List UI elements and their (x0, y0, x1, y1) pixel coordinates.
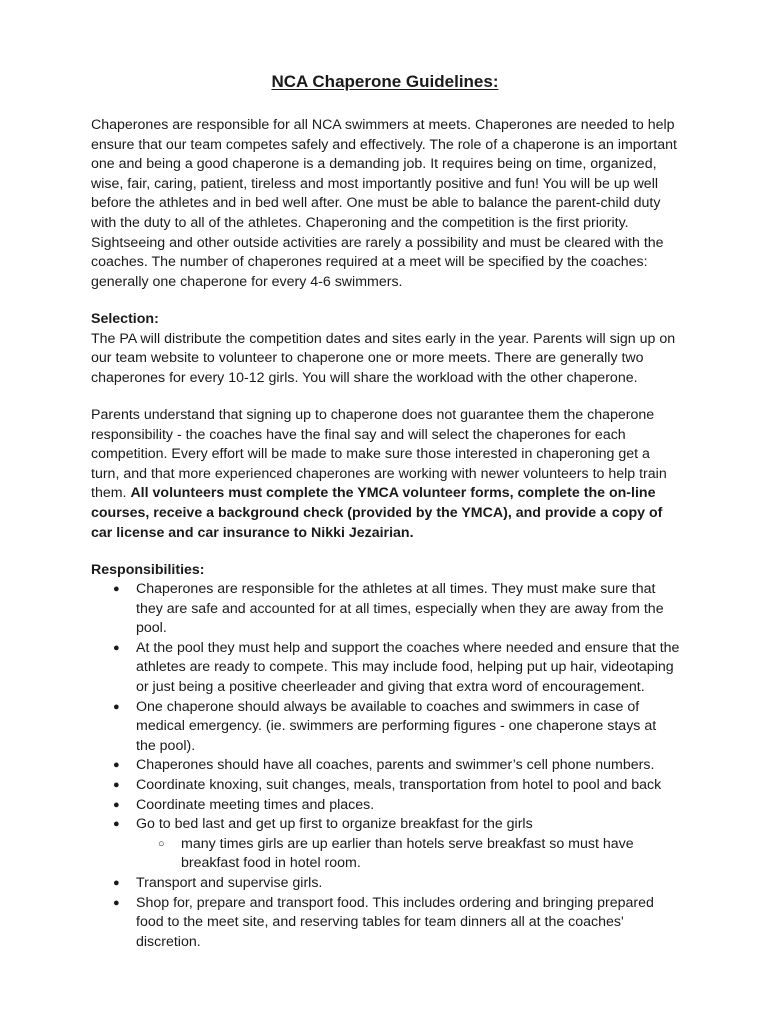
text-line: One chaperone should always be available to coaches and swimmers in case of (136, 698, 640, 715)
intro-paragraph (91, 116, 691, 292)
text-line: or just being a positive cheerleader and giving that extra word of encouragement. (136, 678, 645, 695)
text-line: pool. (136, 620, 167, 637)
text-line: many times girls are up earlier than hotels serve breakfast so must have (181, 835, 634, 852)
text-line: the pool). (136, 737, 196, 754)
bullet-icon: ● (113, 759, 120, 772)
bullet-icon: ● (113, 818, 120, 831)
sub-list-item (136, 835, 691, 874)
text-line: At the pool they must help and support the coaches where needed and ensure that the (136, 639, 680, 656)
selection-paragraph-2 (91, 406, 691, 543)
text-line: Go to bed last and get up first to organize breakfast for the girls (136, 816, 533, 833)
list-item (91, 756, 691, 776)
hollow-bullet-icon: ○ (158, 837, 165, 850)
bullet-icon: ● (113, 896, 120, 909)
text-line: Parents understand that signing up to chaperone does not guarantee them the chaperone (91, 407, 655, 423)
text-line: Chaperones are responsible for all NCA swimmers at meets. Chaperones are needed to help (91, 117, 675, 133)
text-line: Chaperones should have all coaches, parents and swimmer’s cell phone numbers. (136, 757, 655, 774)
bold-requirement-text: car license and car insurance to Nikki Jezairian. (91, 524, 414, 541)
text-line: ensure that our team competes safely and effectively. The role of a chaperone is an important (91, 136, 677, 153)
text-line: Coordinate knoxing, suit changes, meals, transportation from hotel to pool and back (136, 776, 662, 793)
text-line: our team website to volunteer to chaperone one or more meets. There are generally two (91, 350, 644, 367)
responsibilities-heading: Responsibilities: (91, 562, 205, 578)
list-item (91, 776, 691, 796)
text-line: with the duty to all of the athletes. Chaperoning and the competition is the first priority. (91, 214, 629, 231)
list-item (91, 639, 691, 698)
bold-requirement-text: courses, receive a background check (provided by the YMCA), and provide a copy of (91, 504, 663, 521)
text-line: medical emergency. (ie. swimmers are performing figures - one chaperone stays at (136, 718, 657, 735)
text-line: one and being a good chaperone is a demanding job. It requires being on time, organized, (91, 156, 657, 173)
list-item (91, 894, 691, 953)
bullet-icon: ● (113, 700, 120, 713)
selection-heading: Selection: (91, 311, 159, 327)
text-line: Transport and supervise girls. (136, 874, 323, 891)
sub-list (136, 835, 691, 874)
bullet-icon: ● (113, 876, 120, 889)
list-item (91, 815, 691, 874)
text-line: Sightseeing and other outside activities are rarely a possibility and must be cleared with the (91, 234, 664, 251)
list-item (91, 698, 691, 757)
bullet-icon: ● (113, 778, 120, 791)
responsibilities-section (91, 561, 691, 581)
list-item (91, 796, 691, 816)
text-line: food to the meet site, and reserving tables for team dinners all at the coaches' (136, 914, 624, 931)
text-line: discretion. (136, 933, 201, 950)
text-line: Shop for, prepare and transport food. This includes ordering and bringing prepared (136, 894, 654, 911)
bullet-icon: ● (113, 641, 120, 654)
text-run: them. (91, 485, 131, 502)
page-title: NCA Chaperone Guidelines: (271, 72, 499, 91)
text-line: chaperones for every 10-12 girls. You will share the workload with the other chaperone. (91, 369, 638, 386)
text-line: coaches. The number of chaperones required at a meet will be specified by the coaches: (91, 254, 648, 271)
text-line: generally one chaperone for every 4-6 swimmers. (91, 273, 403, 290)
list-item (91, 580, 691, 639)
text-line: wise, fair, caring, patient, tireless and most importantly positive and fun! You will be up well (91, 175, 659, 192)
text-line: Coordinate meeting times and places. (136, 796, 375, 813)
text-line: turn, and that more experienced chaperones are working with newer volunteers to help train (91, 465, 667, 482)
bold-requirement-text: All volunteers must complete the YMCA volunteer forms, complete the on-line (130, 485, 656, 502)
text-line: they are safe and accounted for at all times, especially when they are away from the (136, 600, 664, 617)
bullet-icon: ● (113, 798, 120, 811)
text-line: before the athletes and in bed well after. One must be able to balance the parent-child duty (91, 195, 661, 212)
text-line: breakfast food in hotel room. (181, 855, 361, 872)
responsibilities-list (91, 580, 691, 952)
list-item (91, 874, 691, 894)
bullet-icon: ● (113, 583, 120, 595)
text-line-mixed (91, 484, 691, 504)
text-line: athletes are ready to compete. This may include food, helping put up hair, videotaping (136, 659, 674, 676)
text-line: Chaperones are responsible for the athletes at all times. They must make sure that (136, 581, 656, 597)
text-line: responsibility - the coaches have the final say and will select the chaperones for each (91, 426, 626, 443)
text-line: The PA will distribute the competition dates and sites early in the year. Parents will sign up on (91, 330, 676, 347)
text-line: competition. Every effort will be made to make sure those interested in chaperoning get a (91, 446, 650, 463)
selection-section (91, 310, 691, 388)
